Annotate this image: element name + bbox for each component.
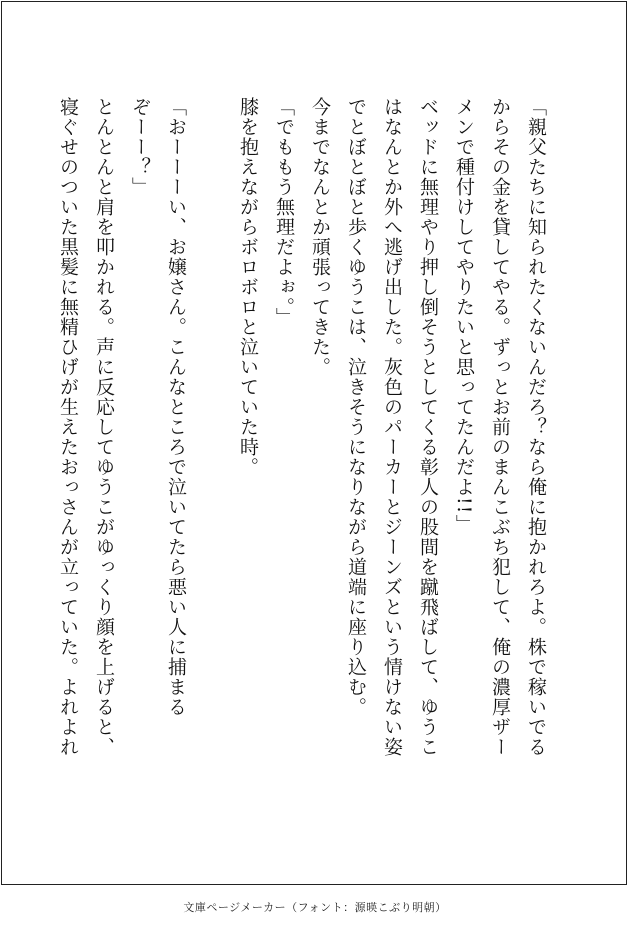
- text-line-2: からその金を貸してやる。ずっとお前のまんこぶち犯して、俺の濃厚ザー: [489, 97, 511, 757]
- text-line-8: 「でももう無理だよぉ。」: [273, 97, 295, 328]
- vertical-text-block: [50, 97, 554, 817]
- blank-line: [194, 97, 230, 817]
- text-line-4: ベッドに無理やり押し倒そうとしてくる彰人の股間を蹴飛ばして、ゆうこ: [417, 97, 439, 757]
- text-line-12: ぞーー？」: [129, 97, 151, 197]
- text-line-7: 今までなんとか頑張ってきた。: [309, 97, 331, 377]
- book-page: [1, 1, 627, 885]
- text-line-6: でとぼとぼと歩くゆうこは、泣きそうになりながら道端に座り込む。: [345, 97, 367, 717]
- footer-credit: 文庫ページメーカー（フォント：源暎こぶり明朝）: [183, 901, 447, 914]
- text-line-11: 「おーーーい、お嬢さん。こんなところで泣いてたら悪い人に捕まる: [165, 97, 187, 717]
- text-line-5: はなんとか外へ逃げ出した。灰色のパーカーとジーンズという情けない姿: [381, 97, 403, 757]
- text-line-3: メンで種付けしてやりたいと思ってたんだよ!!」: [453, 97, 475, 535]
- text-line-9: 膝を抱えながらボロボロと泣いていた時。: [237, 97, 259, 477]
- text-line-1: 「親父たちに知られたくないんだろ？なら俺に抱かれろよ。株で稼いでる: [525, 97, 547, 757]
- text-line-13: とんとんと肩を叩かれる。声に反応してゆうこがゆっくり顔を上げると、: [93, 97, 115, 757]
- text-line-14: 寝ぐせのついた黒髪に無精ひげが生えたおっさんが立っていた。よれよれ: [57, 97, 79, 757]
